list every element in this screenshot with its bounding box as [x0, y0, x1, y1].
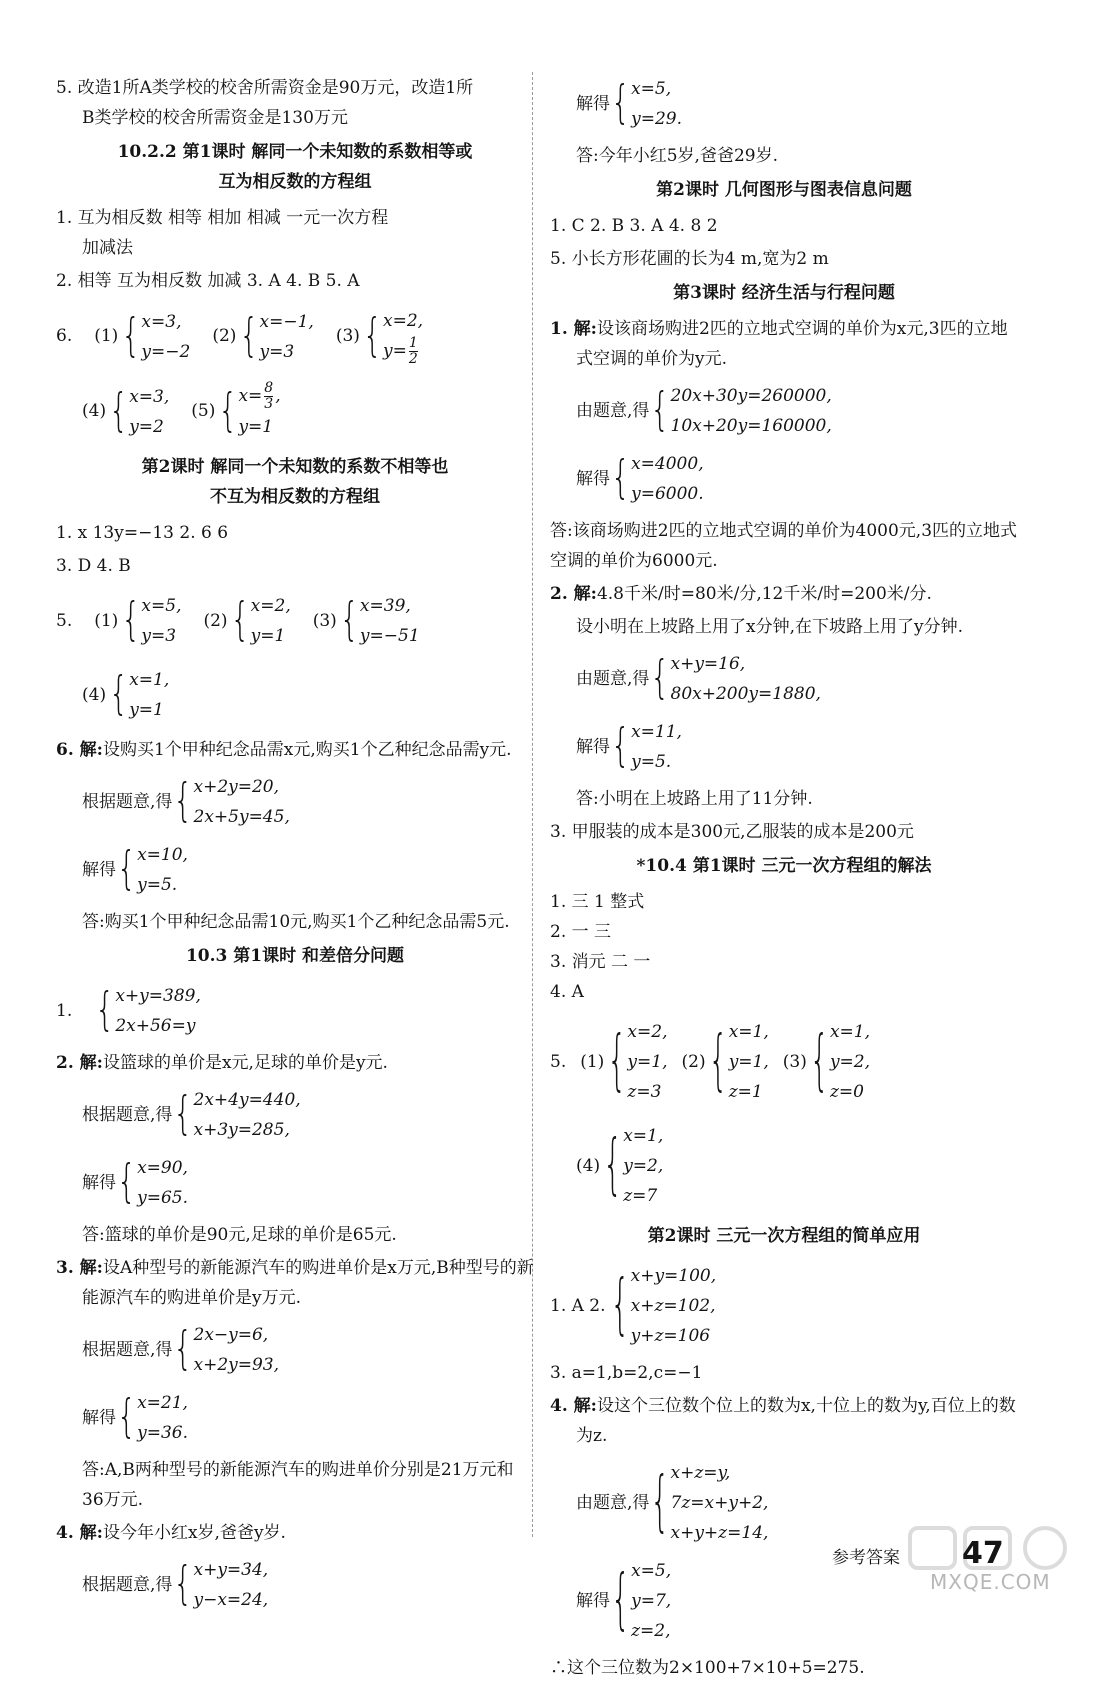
left-column [56, 70, 534, 1619]
sub-label: (5) [191, 401, 216, 422]
equation: x=21, [137, 1393, 188, 1413]
answer-text: 答:今年小红5岁,爸爸29岁. [576, 146, 778, 166]
answer-text: 设该商场购进2匹的立地式空调的单价为x元,3匹的立地式空调的单价为y元. [576, 319, 1008, 369]
denominator: 2 [408, 351, 418, 367]
equation-system [576, 381, 832, 441]
brace-icon: { [173, 1088, 193, 1141]
equation: y=−2 [141, 341, 191, 362]
equation: 10x+20y=160000, [670, 416, 832, 436]
sub-label: (4) [576, 1155, 601, 1176]
answer-4 [550, 1391, 1018, 1451]
system-label: 解得 [82, 1407, 116, 1428]
equation: z=7 [623, 1186, 658, 1206]
brace-icon: { [109, 668, 129, 721]
equation: x=3, [129, 386, 170, 407]
equation: x=5, [631, 79, 672, 99]
question-number: 6. [56, 326, 73, 347]
solution-label: 2. 解: [550, 584, 597, 604]
answer-2-5: 2. 相等 互为相反数 加减 3. A 4. B 5. A [56, 271, 360, 291]
answer-text: 设A种型号的新能源汽车的购进单价是x万元,B种型号的新能源汽车的购进单价是y万元. [82, 1258, 534, 1308]
system-label: 根据题意,得 [82, 1574, 173, 1595]
answer-5-row2 [550, 1117, 1018, 1215]
section-heading-line: 第3课时 经济生活与行程问题 [673, 283, 895, 303]
denominator: 3 [264, 396, 274, 412]
system-label: 由题意,得 [576, 400, 650, 421]
equation-system [82, 1085, 301, 1145]
section-heading [550, 175, 1018, 205]
equation: x=90, [137, 1158, 188, 1178]
brace-icon: { [339, 594, 359, 647]
section-heading [56, 452, 534, 512]
equation-system [576, 649, 821, 709]
solution-system [576, 74, 682, 134]
answer-text: 1. 互为相反数 相等 相加 相减 一元一次方程 [56, 208, 389, 228]
equation: 7z=x+y+2, [670, 1493, 769, 1513]
equation-system [212, 307, 313, 367]
equation: y=2, [623, 1156, 664, 1176]
equation: y=1 [238, 417, 274, 437]
equation: y=65. [137, 1188, 188, 1208]
solution-label: 4. 解: [56, 1523, 103, 1543]
answer-text: 设这个三位数个位上的数为x,十位上的数为y,百位上的数为z. [576, 1396, 1016, 1446]
answer-text: 设小明在上坡路上用了x分钟,在下坡路上用了y分钟. [576, 617, 963, 637]
solution-label: 3. 解: [56, 1258, 103, 1278]
answer-3: 3. a=1,b=2,c=−1 [550, 1363, 703, 1383]
system-label: 解得 [576, 93, 610, 114]
answer-1 [56, 977, 534, 1045]
answer-2-work [550, 612, 1018, 814]
equation: y+z=106 [630, 1326, 711, 1346]
equation: x=2, [383, 311, 424, 331]
solution-label: 1. 解: [550, 319, 597, 339]
equation: x+y=34, [193, 1560, 269, 1580]
equation: y=2, [829, 1052, 871, 1072]
section-heading [550, 851, 1018, 881]
equation: y=7, [631, 1591, 672, 1611]
equation: y=1 [129, 700, 164, 720]
sub-label: (1) [580, 1051, 605, 1072]
equation: x+y+z=14, [670, 1523, 769, 1543]
answer-1-4: 1. C 2. B 3. A 4. 8 2 [550, 216, 718, 236]
answer-3-4: 3. D 4. B [56, 556, 131, 576]
answer-2: 2. 一 三 [550, 922, 612, 942]
brace-icon: { [362, 309, 383, 362]
answer-text: B类学校的校舍所需资金是130万元 [82, 108, 348, 128]
equation: x=11, [631, 722, 682, 742]
equation-system [82, 772, 290, 832]
brace-icon: { [218, 384, 238, 437]
equation: y=36. [137, 1423, 188, 1443]
brace-icon: { [239, 309, 259, 362]
equation: x=2, [250, 596, 291, 616]
right-column [550, 70, 1018, 1686]
equation: x+y=389, [115, 986, 201, 1006]
solution-label: 2. 解: [56, 1053, 103, 1073]
system-label: 根据题意,得 [82, 1339, 173, 1360]
equation [383, 336, 423, 367]
answer-3-work [56, 1316, 534, 1515]
equation: y=1, [728, 1052, 769, 1072]
section-heading [550, 1221, 1018, 1251]
solution-system [576, 1556, 671, 1646]
brace-icon: { [607, 1022, 627, 1100]
fraction [264, 381, 273, 412]
brace-icon: { [121, 309, 141, 362]
answer-1-2: 1. x 13y=−13 2. 6 6 [56, 523, 229, 543]
answer-text: 答:该商场购进2匹的立地式空调的单价为4000元,3匹的立地式空调的单价为6000元. [550, 521, 1018, 571]
equation: x+3y=285, [193, 1120, 290, 1140]
footer-label: 参考答案 [832, 1548, 900, 1568]
answer-1-2 [550, 1257, 1018, 1355]
equation: y=1 [250, 626, 286, 646]
brace-icon: { [611, 720, 631, 773]
solution-system [576, 449, 704, 509]
section-heading-line: 互为相反数的方程组 [218, 172, 372, 192]
section-heading-line: 第2课时 解同一个未知数的系数不相等也 [141, 457, 449, 477]
section-heading-line: 10.2.2 第1课时 解同一个未知数的系数相等或 [117, 142, 473, 162]
question-number: 5. [56, 610, 73, 631]
answer-2 [56, 1048, 534, 1078]
equation-system [94, 307, 190, 367]
sub-label: (1) [94, 610, 119, 631]
brace-icon: { [650, 652, 670, 705]
equation-system [94, 591, 181, 651]
equation: y=5. [137, 875, 178, 895]
equation: y=1, [627, 1052, 668, 1072]
equation: x=5, [631, 1561, 672, 1581]
equation: z=0 [829, 1082, 864, 1102]
solution-label: 4. 解: [550, 1396, 597, 1416]
answer-6-row1 [56, 302, 534, 371]
equation-system [682, 1017, 769, 1107]
equation: x=4000, [631, 454, 704, 474]
section-heading [56, 137, 534, 197]
equation-system [610, 1261, 717, 1351]
equation: 80x+200y=1880, [670, 684, 821, 704]
system-label: 根据题意,得 [82, 791, 173, 812]
system-label: 解得 [576, 736, 610, 757]
equation-system [82, 1555, 268, 1615]
answer-text: 答:A,B两种型号的新能源汽车的购进单价分别是21万元和36万元. [82, 1460, 514, 1510]
equation: z=3 [627, 1082, 662, 1102]
sub-label: (2) [681, 1051, 706, 1072]
sub-label: (4) [82, 684, 107, 705]
equation-system [576, 1121, 663, 1211]
equation [238, 381, 280, 412]
equation: x+2y=93, [193, 1355, 280, 1375]
brace-icon: { [809, 1022, 829, 1100]
answer-text: ∴这个三位数为2×100+7×10+5=275. [550, 1658, 865, 1678]
system-label: 根据题意,得 [82, 1104, 173, 1125]
answer-1: 1. 三 1 整式 [550, 892, 645, 912]
brace-icon: { [109, 384, 129, 437]
brace-icon: { [117, 1156, 137, 1209]
question-number: 1. [56, 1000, 73, 1021]
fraction [409, 336, 418, 367]
answer-5-row2 [56, 661, 534, 729]
equation-system [783, 1017, 870, 1107]
equation: x+z=102, [630, 1296, 716, 1316]
equation-system [94, 981, 201, 1041]
sub-label: (3) [312, 610, 337, 631]
sub-label: (2) [212, 326, 237, 347]
solution-system [82, 1388, 188, 1448]
answer-text: 5. 改造1所A类学校的校舍所需资金是90万元，改造1所 [56, 78, 474, 98]
answer-3: 3. 甲服装的成本是300元,乙服装的成本是200元 [550, 822, 914, 842]
equation: x=1, [829, 1022, 871, 1042]
brace-icon: { [117, 843, 137, 896]
equation: x=39, [359, 596, 411, 616]
brace-icon: { [611, 77, 631, 130]
section-heading-line: *10.4 第1课时 三元一次方程组的解法 [636, 856, 932, 876]
equation: y=3 [259, 341, 295, 362]
equation: y=3 [141, 626, 177, 646]
equation: 2x−y=6, [193, 1325, 269, 1345]
brace-icon: { [611, 452, 631, 505]
brace-icon: { [708, 1022, 728, 1100]
equation-system [203, 591, 290, 651]
equation: x=2, [627, 1022, 668, 1042]
answer-text: 答:篮球的单价是90元,足球的单价是65元. [82, 1225, 397, 1245]
brace-icon: { [230, 594, 250, 647]
equation: 20x+30y=260000, [670, 386, 832, 406]
brace-icon: { [603, 1126, 623, 1204]
solution-system [576, 717, 682, 777]
watermark-text: MXQE.COM [930, 1570, 1051, 1594]
equation-system [82, 665, 169, 725]
brace-icon: { [650, 384, 670, 437]
answer-5-row1 [56, 587, 534, 655]
equation: x=1, [623, 1126, 664, 1146]
equation: x=3, [141, 311, 182, 332]
equation: x+z=y, [670, 1463, 731, 1483]
sub-label: (3) [335, 326, 360, 347]
answer-2 [550, 579, 1018, 609]
brace-icon: { [650, 1463, 670, 1541]
equation-system [580, 1017, 667, 1107]
equation-part: x= [238, 386, 263, 406]
answer-text: 答:购买1个甲种纪念品需10元,购买1个乙种纪念品需5元. [82, 912, 510, 932]
answer-4-work [56, 1551, 534, 1619]
page-number: 47 [962, 1536, 1004, 1571]
equation-system [191, 381, 280, 442]
answer-text: 设今年小红x岁,爸爸y岁. [102, 1523, 286, 1543]
equation: y=29. [631, 109, 682, 129]
answer-6-row2 [56, 377, 534, 446]
section-heading-line: 10.3 第1课时 和差倍分问题 [185, 946, 405, 966]
system-label: 解得 [82, 859, 116, 880]
equation: x+2y=20, [193, 777, 280, 797]
answer-text: 设篮球的单价是x元,足球的单价是y元. [102, 1053, 388, 1073]
equation: x=10, [137, 845, 188, 865]
sub-label: (2) [203, 610, 228, 631]
answer-5-row1 [550, 1013, 1018, 1111]
equation: x+y=16, [670, 654, 746, 674]
solution-label: 6. 解: [56, 740, 103, 760]
equation: y=5. [631, 752, 672, 772]
system-label: 解得 [576, 1590, 610, 1611]
answer-4 [56, 1518, 534, 1548]
answer-6 [56, 735, 534, 765]
equation-system [82, 1320, 279, 1380]
brace-icon: { [95, 984, 115, 1037]
equation: 2x+5y=45, [193, 807, 290, 827]
answer-text: 4.8千米/时=80米/分,12千米/时=200米/分. [596, 584, 932, 604]
equation-system [576, 1458, 768, 1548]
answer-2-work [56, 1081, 534, 1250]
equation: x+y=100, [630, 1266, 717, 1286]
equation-system [336, 306, 423, 367]
answer-text: 1. A 2. [550, 1295, 606, 1316]
system-label: 解得 [576, 468, 610, 489]
equation: y=−51 [359, 626, 420, 646]
brace-icon: { [173, 775, 193, 828]
brace-icon: { [611, 1561, 631, 1639]
equation: x=−1, [259, 311, 314, 332]
section-heading-line: 第2课时 三元一次方程组的简单应用 [647, 1226, 921, 1246]
answer-6-work [56, 768, 534, 937]
answer-5 [56, 73, 534, 133]
section-heading [56, 941, 534, 971]
equation-system [82, 382, 169, 442]
answer-4: 4. A [550, 982, 584, 1002]
equation: 2x+4y=440, [193, 1090, 301, 1110]
answer-1-work [550, 377, 1018, 513]
question-number: 5. [550, 1051, 567, 1072]
answer-text: 答:小明在上坡路上用了11分钟. [576, 789, 813, 809]
solution-system [82, 1153, 188, 1213]
answer-1 [56, 203, 534, 263]
equation: 2x+56=y [115, 1016, 196, 1036]
section-heading [550, 278, 1018, 308]
sub-label: (4) [82, 401, 107, 422]
section-heading-line: 不互为相反数的方程组 [210, 487, 380, 507]
numerator: 8 [264, 380, 274, 396]
equation: z=2, [631, 1621, 671, 1641]
brace-icon: { [121, 594, 141, 647]
numerator: 1 [408, 335, 418, 351]
answer-4-continued [550, 70, 1018, 171]
system-label: 解得 [82, 1172, 116, 1193]
equation-part: y= [383, 341, 407, 361]
equation: x=1, [129, 670, 170, 690]
answer-3 [56, 1253, 534, 1313]
answer-text: 设购买1个甲种纪念品需x元,购买1个乙种纪念品需y元. [102, 740, 512, 760]
system-label: 由题意,得 [576, 668, 650, 689]
equation: x=1, [728, 1022, 769, 1042]
equation: x=5, [141, 596, 182, 616]
answer-3: 3. 消元 二 一 [550, 952, 651, 972]
brace-icon: { [610, 1266, 630, 1344]
equation: y−x=24, [193, 1590, 269, 1610]
answer-5: 5. 小长方形花圃的长为4 m,宽为2 m [550, 249, 829, 269]
equation: y=2 [129, 416, 164, 437]
equation-part: , [275, 386, 281, 406]
brace-icon: { [173, 1558, 193, 1611]
section-heading-line: 第2课时 几何图形与图表信息问题 [656, 180, 912, 200]
equation: z=1 [728, 1082, 763, 1102]
sub-label: (1) [94, 326, 119, 347]
answer-1 [550, 314, 1018, 374]
brace-icon: { [117, 1391, 137, 1444]
solution-system [82, 840, 188, 900]
brace-icon: { [173, 1323, 193, 1376]
equation: y=6000. [631, 484, 704, 504]
equation-system [313, 591, 420, 651]
answer-text: 加减法 [82, 238, 133, 258]
sub-label: (3) [782, 1051, 807, 1072]
system-label: 由题意,得 [576, 1492, 650, 1513]
